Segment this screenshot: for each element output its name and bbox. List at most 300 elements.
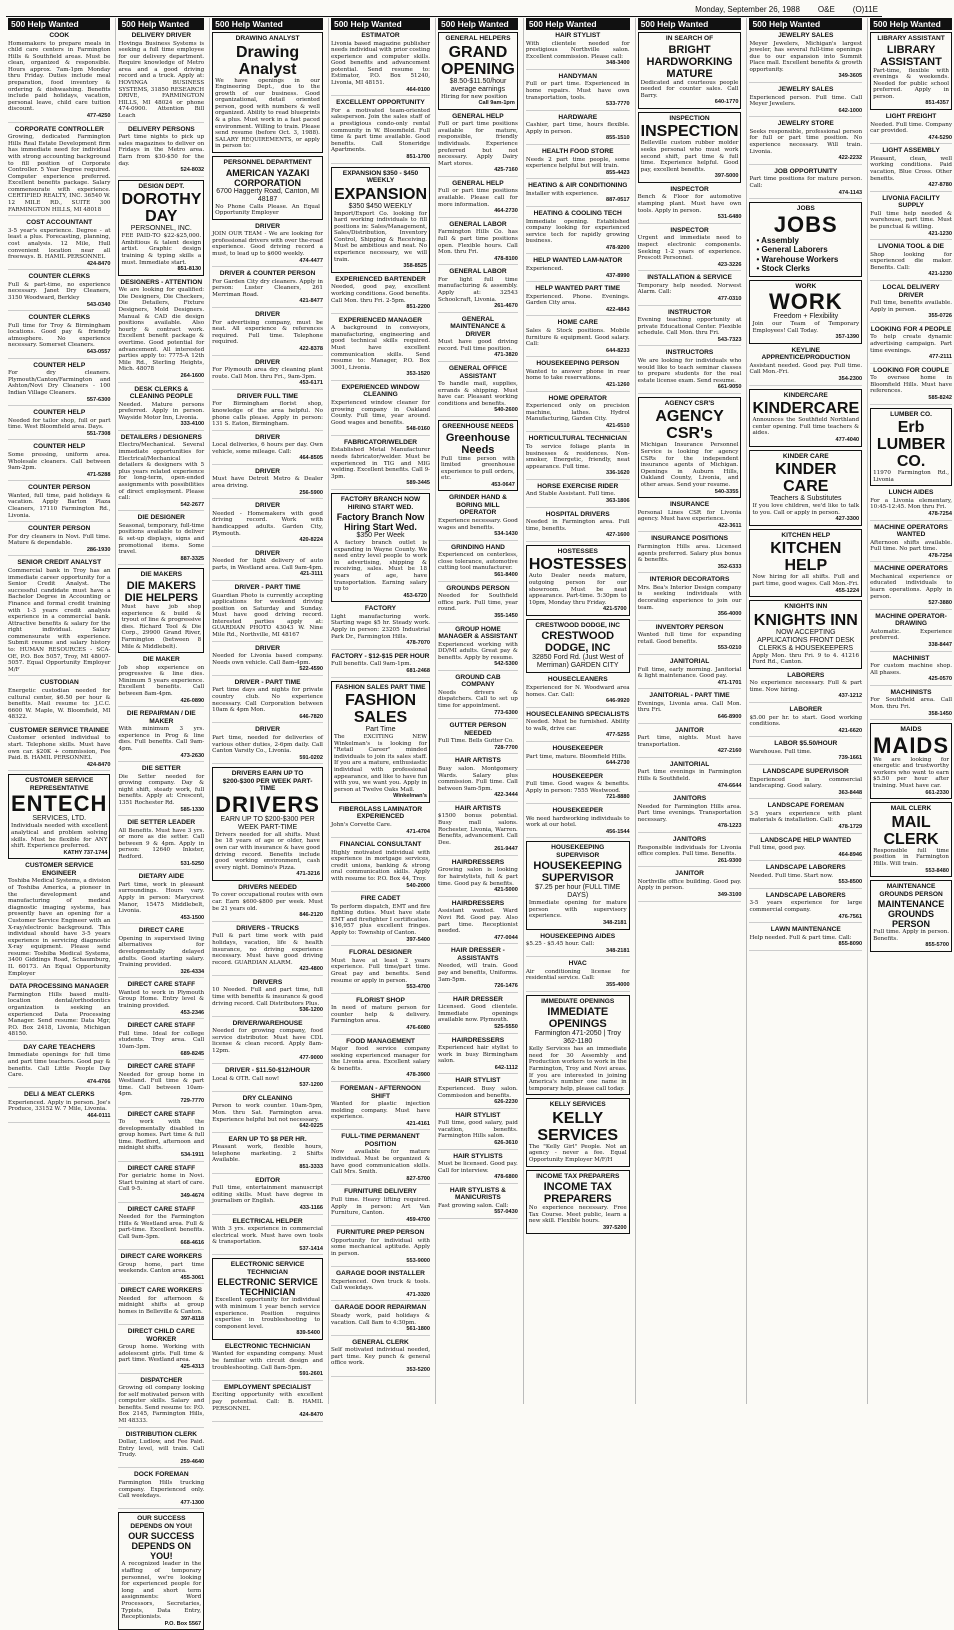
ad-phone: 349-4674 [180, 1192, 205, 1199]
ad-phone: 261-9300 [717, 857, 742, 864]
ad-phone: 355-1450 [494, 612, 518, 619]
ad-phone: 358-1450 [928, 710, 952, 717]
classified-column [867, 18, 954, 1404]
classified-ad [212, 434, 323, 465]
classified-ad [438, 1037, 518, 1075]
ad-phone: 537-1200 [299, 1082, 323, 1089]
column-header: 500 Help Wanted [8, 18, 110, 30]
classified-ad [438, 1112, 518, 1150]
ad-title: LIVONIA TOOL & DIE [878, 243, 944, 251]
ad-body: Part time positions for mature person. Call: [749, 176, 863, 189]
ad-display-subtext: SERVICES, LTD. [32, 815, 87, 823]
ad-phone: 531-5250 [180, 860, 205, 867]
ad-body: Wanted to answer phone in rear home to take reservations. [525, 368, 630, 382]
ad-body: Temporary help needed. Norwest Alarm. Call: [637, 282, 742, 296]
ad-title: GENERAL LABOR [449, 268, 507, 276]
ad-body: Kelly Services has an immediate need for 30 Assembly and Production workers to work in the Farmington, Troy and Novi areas. If you are interested in joining America's number one name in temporary help, please call today. [528, 1046, 627, 1092]
ad-title: FURNITURE PREP PERSON [336, 1229, 425, 1237]
ad-phone: 553-8480 [925, 867, 949, 874]
classified-ad [749, 802, 862, 833]
classified-ad [331, 653, 430, 678]
ad-phone: 355-0726 [928, 313, 952, 320]
classified-ad [331, 32, 430, 96]
ad-body: Needs drivers & dispatchers. Call to set up time for appointment. [438, 689, 518, 710]
ad-phone: 591-2601 [299, 1371, 323, 1378]
ad-body: Light manufacturing work. Starting wage $5 hr. Steady work. Apply in person: 23205 Industrial Park Dr., Farmington Hills. [330, 613, 431, 640]
ad-title: MACHINE OPERATORS [874, 565, 948, 573]
ad-phone: 626-2230 [494, 1099, 518, 1106]
ad-display-text: DIE MAKERS DIE HELPERS [124, 579, 198, 604]
masthead-date: Monday, September 26, 1988 [695, 5, 800, 14]
ad-title: LIVONIA FACILITY SUPPLY [882, 194, 940, 210]
ad-phone: 427-3300 [835, 516, 860, 523]
ad-body: Needed. Full time. Company car provided. [870, 121, 952, 135]
ad-title: LOOKING FOR COUPLE [873, 366, 949, 374]
ad-title: GENERAL HELP [452, 179, 504, 187]
classified-ad [212, 393, 323, 431]
ad-title: EDITOR [255, 1176, 280, 1184]
ad-phone: 548-0160 [406, 426, 431, 433]
ad-phone: 471-4704 [406, 828, 431, 835]
ad-title: GROUP HOME MANAGER & ASSISTANT [438, 625, 518, 640]
ad-display-text: KITCHEN HELP [770, 540, 842, 575]
classified-ad [331, 317, 430, 381]
ad-title: HAIRDRESSERS [451, 858, 505, 866]
ad-body: Opportunity for individual with some mechanical aptitude. Apply in person. [330, 1237, 431, 1257]
ad-title: HAIR DRESSER [453, 995, 503, 1003]
ad-title: HAIR STYLISTS & MANICURISTS [449, 1186, 506, 1202]
ad-body: Responsible individuals for Livonia office complex. Full time. Benefits. [637, 844, 742, 858]
ad-body: For a motivated team-oriented salesperson. Join the sales staff of a prestigious condo-only rental community in W. Bloomfield. Full time & part time available. Good benefits. Call Stoneridge Apartments. [330, 107, 431, 154]
ad-body: Needed for afternoon & midnight shifts at group homes in Belleville & Canton. [118, 1295, 205, 1315]
ad-phone: 354-2300 [838, 376, 863, 383]
ad-title: DRY CLEANING [242, 1094, 293, 1102]
ad-phone: 353-1520 [406, 371, 431, 378]
ad-title: JANITORS [672, 836, 707, 844]
ad-body: Installer with experience. [525, 190, 599, 197]
ad-body: We have openings in our Engineering Dept., due to the growth of our business. Good organizational, detail oriented person, good with numbers & well organized. Ability to read blueprints & a plus. Must work in a fast paced environment. Willing to train. Please send resume (before Oct. 3, 1988). SALARY REQUIREMENTS, or apply in person to: [215, 77, 320, 150]
ad-body: Now hiring for all shifts. Full and part time, good wages. Call Mon.-Fri. [752, 574, 860, 587]
ad-body: Major food service company seeking experienced manager for the Livonia area. Excellent salary & benefits. [330, 1046, 431, 1072]
ad-phone: 348-2181 [606, 947, 630, 954]
classified-ad [212, 270, 323, 308]
ad-display-text: GRAND OPENING [441, 43, 515, 78]
ad-body: Hovinga Business Systems is seeking a full time employee for our delivery department. Require knowledge of Metro area and a good driving record and a truck. Apply at: HOVINGA BUSINESS SYSTEMS, 31850 RESEARCH DRIVE, FARMINGTON HILLS, MI 48024 or phone 474-0900. Attention Bill Leach [118, 40, 205, 120]
classified-ad [526, 773, 630, 804]
ad-title: LOCAL DELIVERY DRIVER [882, 284, 940, 299]
classified-ad [331, 1085, 430, 1130]
ad-body: Die Setter needed for growing company. Day & night shift, steady work, full benefits. Apply at: Crescent, 1351 Rochester Rd. [118, 773, 205, 806]
ad-body: With clientele needed for prestigious Northville salon. Excellent commission. Please call: [525, 40, 630, 60]
classified-ad [638, 32, 742, 109]
ad-title: HOUSEKEEPING SUPERVISOR [551, 844, 605, 859]
ad-title: FACTORY - $12-$15 PER HOUR [331, 652, 430, 660]
ad-phone: 355-4000 [606, 982, 630, 989]
ad-body: Licensed. Good clientele. Immediate openings available now. Plymouth. [438, 1004, 518, 1024]
ad-title: DRIVER & COUNTER PERSON [219, 270, 316, 278]
classified-ad [870, 113, 952, 144]
classified-ad [331, 167, 430, 273]
ad-phone: 477-0310 [717, 295, 742, 302]
ad-title: INSURANCE POSITIONS [651, 535, 728, 543]
classified-ad [749, 168, 862, 199]
classified-ad [212, 1095, 323, 1133]
ad-body: Needed for light delivery of auto parts, in Westland area. Call 9am-4pm. [212, 558, 323, 571]
classified-column [635, 18, 744, 1404]
ad-display-subtext: EARN UP TO $200-$300 PER WEEK PART-TIME [220, 815, 315, 831]
ad-title: COUNTER HELP [33, 443, 86, 451]
classified-ad [749, 389, 862, 447]
ad-body: To perform dispatch, EMT and fire fighting duties. Must have state EMT and firefighter I certification. $16,957 plus excellent fringes. Apply to: Township of Canton. [330, 903, 431, 937]
classified-ad [526, 395, 630, 433]
ad-body: Full time, entertainment manuscript editing skills. Must have degree in journalism or English. [212, 1185, 323, 1205]
ad-title: CRESTWOOD DODGE, INC [535, 621, 621, 629]
ad-title: DRAWING ANALYST [235, 35, 300, 42]
ad-phone: 589-3445 [406, 480, 431, 487]
ad-phone: 464-0100 [406, 86, 431, 93]
classified-ad [749, 529, 862, 597]
ad-title: HOUSECLEANING SPECIALISTS [526, 710, 630, 718]
classified-ad [8, 362, 110, 406]
classified-ad [118, 710, 204, 762]
ad-title: HOUSECLEANERS [547, 676, 608, 684]
ad-body: For advertising company, must be neat. All experience & references required. Full time. Telephone required. [212, 319, 323, 346]
classified-ad [118, 1328, 204, 1373]
classified-ad [8, 314, 110, 358]
ad-body: Full & part time work with paid holidays, vacation, life & health insurance, no driving experience necessary. Must have good driving record. GUARDIAN ALARM. [212, 933, 323, 966]
ad-title: DRIVER [255, 358, 281, 366]
classified-ad [438, 544, 518, 582]
ad-title: LABOR $5.50/HOUR [774, 740, 838, 748]
ad-phone: 453-6171 [299, 380, 323, 387]
ad-phone: 729-7770 [180, 1098, 205, 1104]
ad-phone: 478-9200 [606, 244, 630, 251]
ad-phone: 471-1701 [717, 679, 742, 686]
ad-phone: 522-4590 [299, 666, 323, 673]
ad-display-text: AMERICAN YAZAKI CORPORATION [225, 167, 310, 188]
classified-ad [749, 892, 862, 923]
ad-title: ELECTRICAL HELPER [232, 1217, 303, 1225]
ad-phone: 477-5255 [606, 732, 630, 739]
ad-body: Announces the Southfield Northland center opening. Full time teachers & aides. [752, 417, 860, 437]
ad-phone: 464-0111 [87, 1113, 111, 1120]
ad-title: KITCHEN HELP [781, 531, 831, 539]
ad-body: For dry cleaners. Plymouth/Canton/Farmington and Ashton/Novi Dry Cleaners - 100 Indian Village Cleaners. [8, 370, 111, 396]
classified-ad [526, 182, 630, 207]
ad-title: DRIVER [255, 644, 281, 652]
ad-title: EXPERIENCED BARTENDER [335, 275, 426, 283]
ad-phone: 551-7308 [86, 430, 111, 437]
ad-title: DESIGNERS - ATTENTION [120, 278, 203, 286]
ad-body: Immediate opening for mature person with supervisory experience. [528, 900, 627, 920]
ad-title: DIRECT CARE WORKERS [120, 1287, 202, 1295]
ad-body: To handle mail, supplies, errands & shipping. Must have car. Pleasant working conditions and benefits. [438, 381, 518, 407]
classified-ad [526, 210, 630, 254]
ad-title: INSPECTOR [670, 185, 709, 193]
ad-body: Evenings, Livonia area. Call Mon. thru Fri. [637, 700, 742, 714]
classified-ad [870, 489, 952, 520]
ad-body: Assistant wanted. Ward Novi Rd. Good pay. Also part time. Receptionist needed. [438, 908, 518, 935]
classified-ad [212, 1343, 323, 1381]
ad-body: Customer oriented individual to start. Telephone skills. Must have own car. $20K + commission, Fee Paid. B. HAMIL PERSONNEL [8, 735, 111, 762]
classified-ad [526, 841, 630, 929]
ad-title: LIGHT ASSEMBLY [882, 147, 940, 155]
classified-ad [212, 223, 323, 267]
ad-phone: 423-4800 [299, 966, 323, 973]
column-header: 500 Help Wanted [638, 18, 742, 30]
classified-ad [638, 795, 742, 833]
ad-phone: 473-2630 [180, 752, 205, 759]
ad-display-text: LIBRARY ASSISTANT [880, 43, 942, 68]
ad-phone: 333-4100 [180, 421, 205, 428]
ad-phone: 478-3900 [406, 1072, 431, 1079]
ad-title: COUNTER CLERKS [28, 314, 90, 322]
ad-phone: 259-4640 [180, 1458, 205, 1465]
ad-title: MACHINE OPERATORS WANTED [874, 523, 948, 539]
ad-title: ELECTRONIC TECHNICIAN [224, 1342, 311, 1350]
classified-ad [212, 584, 323, 642]
ad-phone: 525-5550 [494, 1023, 518, 1030]
ad-body: Full or part time. Experienced in home repairs. Must have own transportation, tools. [525, 81, 630, 101]
ad-title: DELIVERY PERSONS [127, 125, 195, 133]
column-header: 500 Help Wanted [331, 18, 430, 30]
ad-body: $1500 bonus potential. Busy mall salons. Rochester, Livonia, Warren. Benefits, advancement. Call Dee. [438, 813, 518, 846]
ad-body: Needed for the Farmington Hills & Westland area. Full & part-time. Excellent benefits. Call 9am-3pm. [118, 1214, 205, 1240]
ad-body: Opening in supervised living alternatives for developmentally delayed adults. Good starting salary. Training provided. [118, 935, 205, 969]
ad-phone: 646-9920 [606, 698, 630, 705]
ad-phone: 474-5290 [928, 134, 952, 141]
classified-ad [331, 949, 430, 993]
ad-phone: 642-1112 [494, 1064, 518, 1071]
classified-ad [212, 1020, 323, 1064]
ad-phone: 286-1930 [86, 546, 111, 553]
ad-body: Local deliveries, 6 hours per day. Own vehicle, some mileage. Call: [212, 442, 323, 455]
ad-display-subtext: $350 Per Week [356, 532, 405, 539]
ad-title: LIGHT FREIGHT [885, 113, 937, 121]
ad-title: COUNTER PERSON [28, 525, 91, 533]
classified-ad [118, 927, 204, 978]
ad-title: MAINTENANCE GROUNDS PERSON [879, 883, 943, 898]
ad-title: LUNCH AIDES [888, 489, 934, 497]
ad-body: Wanted, full time, paid holidays & vacation. Apply Barton Plaza Cleaners, 17110 Farmington Rd., Livonia. [8, 492, 111, 519]
ad-body: Immediate opening. Established company looking for experienced service tech for rapidly growing business. [525, 218, 630, 245]
ad-phone: 531-6480 [717, 214, 742, 221]
ad-display-text: WORK [768, 289, 843, 315]
ad-display-text: IMMEDIATE OPENINGS [547, 1006, 609, 1031]
classified-ad [118, 126, 204, 177]
ad-phone: 540-2600 [494, 407, 518, 414]
ad-title: LUMBER CO. [890, 410, 932, 418]
classified-ad [212, 1177, 323, 1215]
classified-ad [870, 284, 952, 323]
ad-body: Full time. Ideal for college students. Troy area. Call 10am-3pm. [118, 1030, 205, 1050]
ad-phone: 478-1223 [717, 823, 742, 830]
ad-body: Full & part-time, no experience necessary. Janet Dry Cleaners, 3150 Woodward, Berkley [8, 281, 111, 301]
ad-body: Experienced working with DD/MI adults. Great pay & benefits. Apply by resume. [438, 641, 518, 661]
ad-body: Urgent and immediate need to inspect electronic components. Seeking 1-2 years of experience. Prescott Personnel. [637, 235, 742, 262]
ad-phone: 425-4313 [180, 1363, 205, 1370]
ad-phone: 356-4000 [717, 611, 742, 618]
classified-ad [438, 996, 518, 1034]
ad-body: A background in conveyors, manufacturing, engineering and good technical skills required. Must have excellent communication skills. Send resume to: Manager, P.O. Box 3001, Livonia. [330, 325, 431, 371]
ad-body: To service foliage plants in businesses & residences. Non-smoker, Energetic, friendly, neat appearance. Full time. [525, 443, 630, 470]
ad-body: Full time. Heavy lifting required. Apply in person: Art Van Furniture, Canton. [330, 1196, 431, 1217]
ad-body: In need of mature person for counter help & delivery. Farmington area. [330, 1005, 431, 1025]
ad-phone: 553-9000 [406, 1257, 431, 1264]
ad-body: Drivers needed for all shifts. Must be 18 years of age or older, have own car with insurance & have good driving record. Benefits include good working environment, cash every night. Domino's Pizza. [215, 831, 320, 871]
ad-body: Excellent opportunity for individual with minimum 1 year bench service experience. Position requires expertise in troubleshooting to component level. [215, 1297, 320, 1330]
ad-title: EXPANSION $350 - $450 WEEKLY [342, 169, 419, 184]
ad-body: Belleville custom rubber molder seeks personal who must work second shift, part time & full time. Experience helpful. Good pay, excellent benefits. [640, 140, 739, 173]
ad-display-text: Greenhouse Needs [445, 431, 511, 456]
ad-title: CORPORATE CONTROLLER [14, 125, 104, 133]
ad-body: Full or part time positions available. Please call for more information. [438, 188, 518, 208]
classified-ad [212, 156, 323, 220]
classified-ad [331, 841, 430, 892]
ad-body: To work with the developmentally disabled in group homes. Part time & full time. Redford, afternoon and midnight shifts. [118, 1119, 205, 1152]
classified-ad [118, 32, 204, 123]
ad-title: JEWELRY SALES [778, 32, 834, 39]
ad-body: Growing salon is looking for hairstylists, full & part time. Good pay & benefits. [438, 867, 518, 887]
ad-body: Needed for Farmington Hills area. Part time evenings. Transportation necessary. [637, 803, 742, 823]
ad-body: Wanted to work in Plymouth Group Home. Entry level & training provided. [118, 989, 205, 1010]
classified-ad [749, 926, 862, 951]
classified-ad [749, 600, 862, 669]
ad-title: GREENHOUSE NEEDS [442, 423, 514, 430]
classified-ad [438, 365, 518, 417]
classified-column [435, 18, 520, 1404]
classified-ad [212, 1067, 323, 1092]
ad-phone: 478-7254 [928, 510, 952, 517]
ad-title: DRIVER FULL TIME [237, 392, 299, 400]
ad-body: Needs 2 part time people, some experience helpful but will train. [525, 156, 630, 170]
ad-body: FEE PAID-TO $22-$25,000. Ambitious & talent design artist. Graphic design training & typing skills a must. Immediate start. [121, 233, 202, 266]
ad-phone: 643-0557 [86, 349, 111, 356]
classified-ad [118, 1253, 204, 1284]
ad-body: Must have good driving record. Full time position. [438, 339, 518, 352]
masthead-page: (O)11E [852, 5, 878, 14]
ad-body: Part time, work in pleasant surroundings. Hours vary. Apply in person: Marycrest Manor, 15475 Middlebelt, Livonia. [118, 881, 205, 915]
ad-body: Pleasant work, flexible hours, telephone marketing. 2 Shifts Available. [212, 1144, 323, 1164]
classified-ad [526, 995, 630, 1096]
ad-body: Local & OTR. Call now! [212, 1075, 280, 1082]
ad-phone: KATHY 737-1744 [63, 849, 108, 856]
classified-ad [438, 316, 518, 362]
classified-ad [526, 545, 630, 616]
classified-ad [118, 1111, 204, 1162]
ad-body: Join our Team of Temporary Employees! Call Today. [752, 321, 860, 334]
classified-column [115, 18, 206, 1627]
ad-phone: 477-4040 [835, 436, 860, 443]
ad-phone: 661-9050 [717, 384, 742, 391]
ad-display-subtext: Farmington 471-2050 | Troy 362-1180 [534, 1030, 621, 1046]
ad-phone: 887-0517 [606, 197, 630, 204]
ad-title: DIRECT CHILD CARE WORKER [127, 1328, 195, 1343]
ad-body: We are looking for individuals who would like to teach seminar classes to prepare students for the real estate license exam. Send resume. [637, 357, 742, 384]
ad-body: Hiring for new position [441, 93, 508, 100]
ad-body: To cover occupational routes with own car. Earn $600-$800 per week. Must be 21 years old. [212, 892, 323, 912]
ad-title: INSPECTION [669, 114, 710, 122]
ad-body: JOIN OUR TEAM - We are looking for professional drivers with over the-road experience. Good driving record a must, to lead up to $600 weekly. [212, 231, 323, 257]
ad-body: We need hardworking individuals to work at our hotel. [525, 815, 630, 829]
ad-body: Electro/Mechanical. Several immediate opportunities for Electrical/Mechanical detailers & designers with 5 plus years related experience for long-term, open-ended assignments with possibilities of direct employment. Please call: [118, 442, 205, 502]
classified-ad [870, 408, 952, 487]
ad-phone: 471-5288 [86, 471, 111, 478]
ad-body: Auto Dealer needs mature, outgoing person for our showroom. Must be neat appearance. Part-time. 5:30pm to 10pm, Monday thru Friday. [528, 573, 627, 606]
classified-ad [438, 32, 518, 110]
ad-phone: 739-1661 [838, 755, 863, 762]
ad-display-subtext: $7.25 per hour (FULL TIME DAYS) [535, 884, 621, 900]
ad-display-text: JOBS [773, 211, 838, 237]
ad-phone: 561-8400 [494, 572, 518, 579]
classified-ad [212, 925, 323, 976]
ad-phone: 261-4670 [494, 303, 518, 310]
ad-title: CUSTOMER SERVICE ENGINEER [25, 862, 94, 877]
ad-display-text: MAIDS [873, 732, 949, 758]
ad-title: OUR SUCCESS DEPENDS ON YOU! [130, 1515, 193, 1530]
ad-phone: 585-8242 [928, 395, 952, 401]
classified-ad [749, 672, 862, 703]
ad-phone: 425-7160 [494, 167, 518, 174]
ad-title: DIRECT CARE [138, 927, 184, 935]
ad-phone: 433-1166 [299, 1204, 323, 1211]
ad-body: 10 Needed. Full and part time, full time with benefits & insurance & good driving record. Call Distributors Plus. [212, 987, 323, 1007]
ad-title: HAIRDRESSERS [451, 1036, 505, 1044]
ad-phone: 453-1500 [180, 914, 205, 921]
newspaper-page [6, 4, 952, 1627]
ad-body: For Garden City dry cleaners. Apply in person: Luster Cleaners, 261 Merriman Road. [212, 278, 323, 298]
ad-body: Some pressing, uniform area. Wholesale cleaners. Call between 9am-2pm. [8, 451, 111, 472]
ad-title: LOOKING FOR 4 PEOPLE [870, 325, 952, 333]
ad-phone: 471-3820 [494, 352, 518, 359]
ad-phone: 421-3111 [299, 571, 323, 578]
ad-body: Needed. Must be furnished. Ability to walk, drive car. [525, 719, 630, 732]
ad-display-subtext: $350 $450 WEEKLY [348, 202, 413, 210]
ad-body: Dedicated and courteous people needed for counter sales. Call Barry. [640, 79, 739, 99]
classified-ad [438, 585, 518, 623]
ad-body: Experienced for N. Woodward area homes. Car. Call: [525, 684, 630, 698]
ad-title: DIE DESIGNER [137, 514, 185, 522]
ad-body: Needed - Homemakers with good driving record. Work with handicapped adults. Garden City, Plymouth. [212, 510, 323, 537]
ad-body: Person to work counter. 10am-5pm, Mon. thru Sat. Farmington area. Experience helpful but not necessary. [212, 1103, 323, 1123]
ad-display-text: ENTECH [11, 791, 108, 817]
ad-phone: 476-7561 [838, 913, 863, 920]
ad-body: Pleasant, clean, well working conditions. Paid vacation, Blue Cross. Other benefits. [870, 155, 952, 182]
classified-ad [331, 1229, 430, 1267]
ad-title: DRIVER [255, 467, 281, 475]
ad-body: $5.25 - $5.45 hour. Call: [525, 941, 595, 948]
ad-body: Help needed. Full & part time. Call: [749, 934, 852, 941]
ad-title: DRIVER [255, 311, 281, 319]
ad-body: Must have job shop experience & build & tryout of line & progressive dies. Richard Tool & Die Corp., 29900 Grand River, Farmington (between 8 Mile & Middlebelt). [121, 603, 202, 650]
ad-body: Highly motivated individual with experience in mortgage services, credit unions, banking & strong oral communication skills. Apply with resume to: P.O. Box 44, Troy. [330, 849, 431, 882]
classified-ad [8, 443, 110, 481]
ad-phone: 422-8378 [299, 345, 323, 352]
ad-title: DRIVER [255, 502, 281, 510]
ad-body: Established Metal Manufacturer needs fabricator/welder. Must be experienced in TIG and MIG welding. Excellent benefits. Call 9-3pm. [330, 447, 431, 480]
ad-display-text: MAINTENANCE GROUNDS PERSON [877, 899, 945, 930]
ad-title: INSPECTOR [670, 226, 709, 234]
classified-ad [870, 565, 952, 609]
ad-title: EXPERIENCED WINDOW CLEANING [341, 383, 420, 399]
ad-phone: 425-0570 [928, 676, 952, 683]
ad-phone: 689-8245 [180, 1050, 205, 1057]
ad-body: Needed. Mature persons preferred. Apply in person. Wayside Motor Inn, Livonia. [118, 401, 205, 421]
classified-ad [526, 257, 630, 282]
classified-ad [331, 384, 430, 436]
classified-ad [331, 1038, 430, 1082]
ad-title: GENERAL HELP [452, 112, 504, 120]
